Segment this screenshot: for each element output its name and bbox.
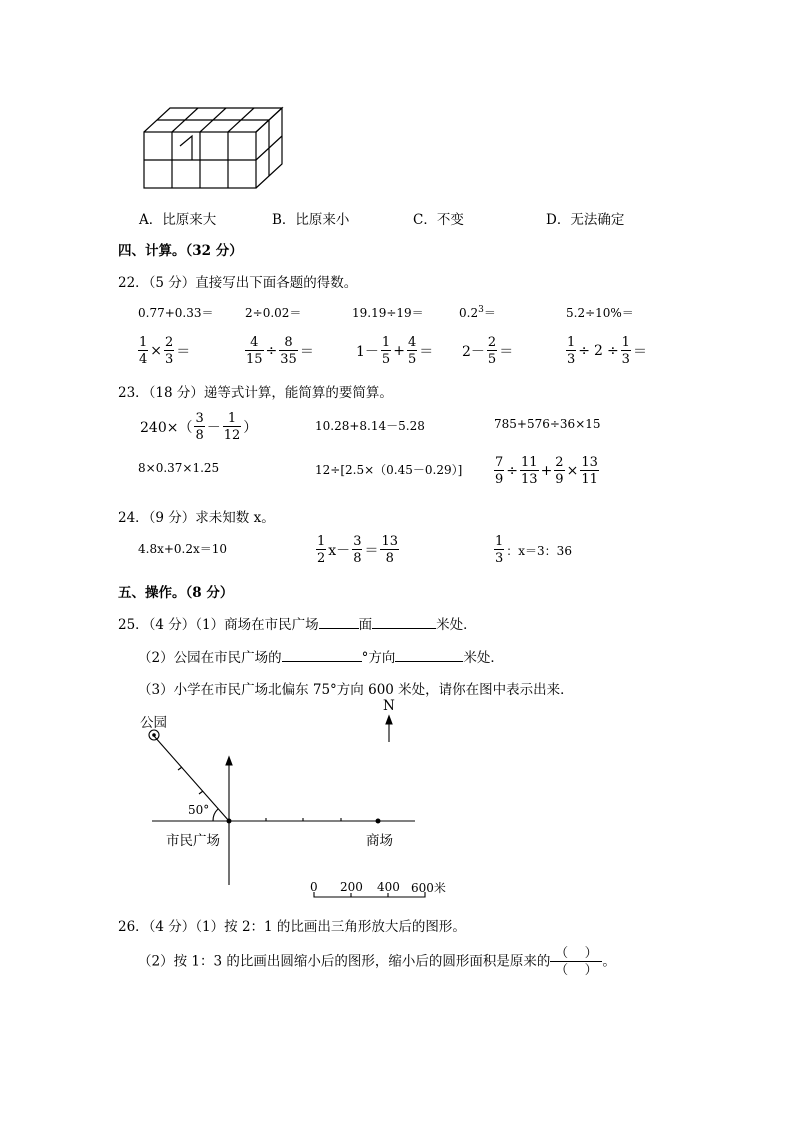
north-label: N xyxy=(383,698,395,714)
scale-bar xyxy=(314,892,425,897)
q22-f3: 1－ $\frac{1}{5}$ + $\frac{4}{5}$ ＝ xyxy=(356,335,434,367)
q24-c: $\frac{1}{3}$ ：x＝3：36 xyxy=(495,534,572,566)
q23-stem: 23．（18 分）递等式计算，能简算的要简算。 xyxy=(118,385,393,401)
plaza-label: 市民广场 xyxy=(166,833,220,849)
choice-c: C．不变 xyxy=(413,212,464,228)
angle-arc xyxy=(213,809,218,821)
q22-f2: $\frac{4}{15}$ ÷ $\frac{8}{35}$ ＝ xyxy=(246,335,314,367)
q23-d: 8×0.37×1.25 xyxy=(138,461,220,475)
scale-label-400: 400 xyxy=(377,880,400,894)
q23-a: 240×（ $\frac{3}{8}$ － $\frac{1}{12}$ ） xyxy=(140,411,258,443)
scale-label-600: 600米 xyxy=(411,881,446,895)
q24-b: $\frac{1}{2}$ x－ $\frac{3}{8}$ ＝ $\frac{13}{8}$ xyxy=(317,534,399,566)
choice-b: B．比原来小 xyxy=(272,212,350,228)
scale-label-0: 0 xyxy=(310,880,318,894)
section-4-title: 四、计算。（32 分） xyxy=(118,243,243,259)
q24-stem: 24．（9 分）求未知数 x。 xyxy=(118,510,275,526)
section-5-title: 五、操作。（8 分） xyxy=(118,585,234,601)
park-label: 公园 xyxy=(140,715,167,731)
q22-e3: 19.19÷19＝ xyxy=(352,306,424,320)
q22-e4: $0.2^3=$ xyxy=(459,305,496,320)
q22-f4: 2－ $\frac{2}{5}$ ＝ xyxy=(462,335,514,367)
q26-fraction-blank: $\frac{( )}{( )}$ xyxy=(550,947,602,977)
q22-stem: 22．（5 分）直接写出下面各题的得数。 xyxy=(118,275,358,291)
q23-f: $\frac{7}{9}$ ÷ $\frac{11}{13}$ + $\frac{2}{9}$ × $\frac{13}{11}$ xyxy=(495,455,598,487)
scale-label-200: 200 xyxy=(340,880,363,894)
q23-e: 12÷[2.5×（0.45－0.29）] xyxy=(315,463,463,477)
mall-label: 商场 xyxy=(366,833,393,849)
q25-line3: （3）小学在市民广场北偏东 75°方向 600 米处，请你在图中表示出来． xyxy=(138,682,574,698)
q22-f1: $\frac{1}{4}$ × $\frac{2}{3}$ ＝ xyxy=(139,335,191,367)
north-arrowhead xyxy=(386,716,392,724)
q25-line2: （2）公园在市民广场的 °方向 米处． xyxy=(138,650,504,666)
plaza-point xyxy=(227,819,232,824)
choice-a: A．比原来大 xyxy=(139,212,217,228)
q22-e2: 2÷0.02＝ xyxy=(245,306,302,320)
q23-c: 785+576÷36×15 xyxy=(494,417,601,431)
mall-point xyxy=(376,819,381,824)
q26-line2: （2）按 1：3 的比画出圆缩小后的图形，缩小后的圆形面积是原来的 $\frac{( )}{( )}$ 。 xyxy=(138,946,616,978)
q25-line1: 25．（4 分）（1）商场在市民广场 面 米处． xyxy=(118,617,477,633)
angle-label: 50° xyxy=(188,803,210,817)
q22-f5: $\frac{1}{3}$ ÷ 2 ÷ $\frac{1}{3}$ ＝ xyxy=(567,335,647,367)
q24-a: 4.8x+0.2x＝10 xyxy=(138,542,228,556)
q22-e5: 5.2÷10%＝ xyxy=(566,306,634,320)
q22-e1: 0.77+0.33＝ xyxy=(138,306,214,320)
choice-d: D．无法确定 xyxy=(546,212,625,228)
q26-line1: 26．（4 分）（1）按 2：1 的比画出三角形放大后的图形。 xyxy=(118,919,466,935)
q23-b: 10.28+8.14－5.28 xyxy=(315,419,425,433)
north-axis-arrowhead xyxy=(226,757,232,765)
